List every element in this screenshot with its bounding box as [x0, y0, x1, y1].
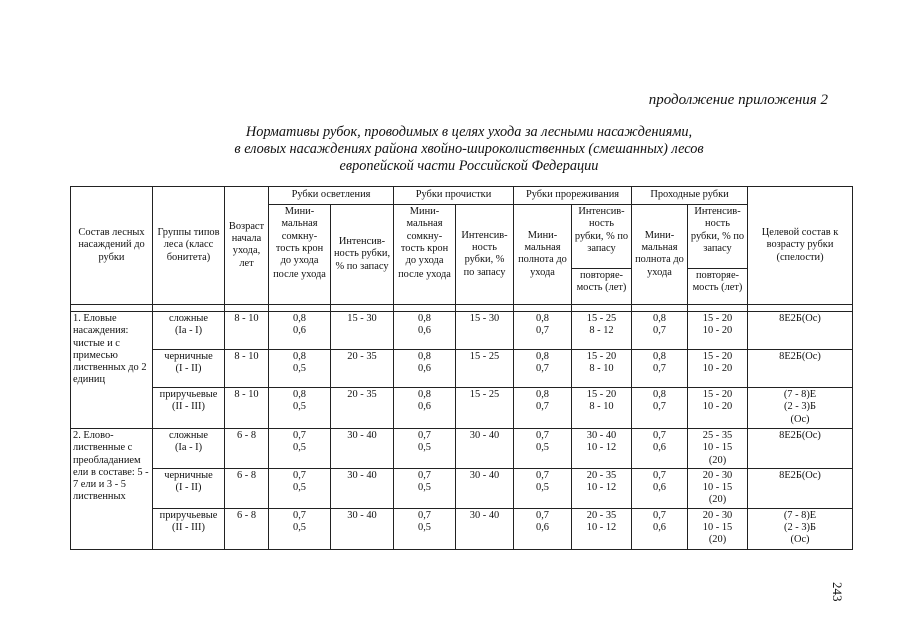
age-cell: 8 - 10: [225, 349, 269, 387]
header-prokhodnye: Проходные рубки: [632, 187, 748, 205]
title-line: европейской части Российской Федерации: [339, 158, 599, 174]
header-pro-after: после ухода: [394, 268, 456, 304]
header-prh-int: Интенсив-ность рубки, % по запасу: [688, 205, 748, 269]
osv-intensity-cell: 20 - 35: [331, 349, 394, 387]
forest-type-cell: приручьевые (II - III): [153, 387, 225, 428]
forest-type-cell: приручьевые (II - III): [153, 508, 225, 549]
composition-cell: 2. Елово-лиственные с преобладанием ели в составе: 5 - 7 ели и 3 - 5 лиственных: [71, 428, 153, 549]
header-osvetlenie: Рубки осветления: [269, 187, 394, 205]
osv-intensity-cell: 20 - 35: [331, 387, 394, 428]
prh-intensity-cell: 25 - 35 10 - 15 (20): [688, 428, 748, 468]
composition-cell: 1. Еловые насаждения: чистые и с примесью лиственных до 2 единиц: [71, 311, 153, 428]
header-osv-min: Мини-мальная сомкну-тость крон до ухода: [269, 205, 331, 269]
osv-density-cell: 0,7 0,5: [269, 468, 331, 508]
pro-intensity-cell: 15 - 25: [456, 387, 514, 428]
prz-density-cell: 0,7 0,6: [514, 508, 572, 549]
prh-density-cell: 0,8 0,7: [632, 311, 688, 349]
prh-intensity-cell: 20 - 30 10 - 15 (20): [688, 508, 748, 549]
prz-intensity-cell: 20 - 35 10 - 12: [572, 508, 632, 549]
pro-density-cell: 0,8 0,6: [394, 387, 456, 428]
osv-density-cell: 0,8 0,5: [269, 349, 331, 387]
osv-density-cell: 0,8 0,5: [269, 387, 331, 428]
age-cell: 8 - 10: [225, 311, 269, 349]
forest-type-cell: сложные (Ia - I): [153, 428, 225, 468]
prh-density-cell: 0,8 0,7: [632, 349, 688, 387]
age-cell: 8 - 10: [225, 387, 269, 428]
pro-intensity-cell: 30 - 40: [456, 468, 514, 508]
prz-density-cell: 0,8 0,7: [514, 349, 572, 387]
table-body: [71, 311, 853, 549]
prh-density-cell: 0,7 0,6: [632, 468, 688, 508]
target-cell: (7 - 8)Е (2 - 3)Б (Ос): [748, 387, 853, 428]
title-line: в еловых насаждениях района хвойно-широколиственных (смешанных) лесов: [234, 141, 704, 157]
osv-density-cell: 0,8 0,6: [269, 311, 331, 349]
osv-intensity-cell: 30 - 40: [331, 428, 394, 468]
target-cell: 8Е2Б(Ос): [748, 428, 853, 468]
table-row: [71, 508, 853, 549]
header-forest-type: Группы типов леса (класс бонитета): [153, 187, 225, 305]
age-cell: 6 - 8: [225, 508, 269, 549]
target-cell: 8Е2Б(Ос): [748, 349, 853, 387]
pro-density-cell: 0,8 0,6: [394, 349, 456, 387]
osv-density-cell: 0,7 0,5: [269, 428, 331, 468]
age-cell: 6 - 8: [225, 468, 269, 508]
pro-density-cell: 0,7 0,5: [394, 428, 456, 468]
prh-density-cell: 0,7 0,6: [632, 508, 688, 549]
prh-density-cell: 0,8 0,7: [632, 387, 688, 428]
header-prh-min: Мини-мальная полнота до ухода: [632, 205, 688, 305]
forest-type-cell: черничные (I - II): [153, 349, 225, 387]
prz-density-cell: 0,7 0,5: [514, 468, 572, 508]
page-number: 243: [830, 582, 845, 602]
prh-intensity-cell: 15 - 20 10 - 20: [688, 387, 748, 428]
prh-intensity-cell: 15 - 20 10 - 20: [688, 311, 748, 349]
prz-density-cell: 0,7 0,5: [514, 428, 572, 468]
prh-intensity-cell: 15 - 20 10 - 20: [688, 349, 748, 387]
header-prz-repeat: повторяе-мость (лет): [572, 268, 632, 304]
header-prz-int: Интенсив-ность рубки, % по запасу: [572, 205, 632, 269]
header-prh-repeat: повторяе-мость (лет): [688, 268, 748, 304]
header-prz-min: Мини-мальная полнота до ухода: [514, 205, 572, 305]
target-cell: (7 - 8)Е (2 - 3)Б (Ос): [748, 508, 853, 549]
pro-intensity-cell: 15 - 25: [456, 349, 514, 387]
prh-intensity-cell: 20 - 30 10 - 15 (20): [688, 468, 748, 508]
osv-intensity-cell: 15 - 30: [331, 311, 394, 349]
target-cell: 8Е2Б(Ос): [748, 311, 853, 349]
osv-intensity-cell: 30 - 40: [331, 468, 394, 508]
pro-density-cell: 0,7 0,5: [394, 508, 456, 549]
continuation-label: продолжение приложения 2: [648, 92, 828, 108]
header-pro-int: Интенсив-ность рубки, % по запасу: [456, 205, 514, 305]
table-row: [71, 387, 853, 428]
table-row: [71, 468, 853, 508]
age-cell: 6 - 8: [225, 428, 269, 468]
pro-intensity-cell: 30 - 40: [456, 428, 514, 468]
prz-intensity-cell: 15 - 20 8 - 10: [572, 387, 632, 428]
pro-density-cell: 0,7 0,5: [394, 468, 456, 508]
header-composition: Состав лесных насаждений до рубки: [71, 187, 153, 305]
header-prochistka: Рубки прочистки: [394, 187, 514, 205]
prz-intensity-cell: 15 - 20 8 - 10: [572, 349, 632, 387]
prz-intensity-cell: 20 - 35 10 - 12: [572, 468, 632, 508]
osv-density-cell: 0,7 0,5: [269, 508, 331, 549]
table-row: [71, 428, 853, 468]
prz-density-cell: 0,8 0,7: [514, 311, 572, 349]
pro-intensity-cell: 30 - 40: [456, 508, 514, 549]
table-row: [71, 311, 853, 349]
forest-type-cell: черничные (I - II): [153, 468, 225, 508]
pro-intensity-cell: 15 - 30: [456, 311, 514, 349]
table-row: [71, 349, 853, 387]
target-cell: 8Е2Б(Ос): [748, 468, 853, 508]
prz-intensity-cell: 30 - 40 10 - 12: [572, 428, 632, 468]
header-pro-min: Мини-мальная сомкну-тость крон до ухода: [394, 205, 456, 269]
table-title: [200, 124, 738, 175]
header-osv-int: Интенсив-ность рубки, % по запасу: [331, 205, 394, 305]
prz-density-cell: 0,8 0,7: [514, 387, 572, 428]
header-prorezhivanie: Рубки прореживания: [514, 187, 632, 205]
prz-intensity-cell: 15 - 25 8 - 12: [572, 311, 632, 349]
title-line: Нормативы рубок, проводимых в целях ухода за лесными насаждениями,: [245, 124, 693, 140]
norms-table: [70, 186, 853, 550]
osv-intensity-cell: 30 - 40: [331, 508, 394, 549]
forest-type-cell: сложные (Ia - I): [153, 311, 225, 349]
prh-density-cell: 0,7 0,6: [632, 428, 688, 468]
header-age: Возраст начала ухода, лет: [225, 187, 269, 305]
header-target: Целевой состав к возрасту рубки (спелости): [748, 187, 853, 305]
header-osv-after: после ухода: [269, 268, 331, 304]
pro-density-cell: 0,8 0,6: [394, 311, 456, 349]
